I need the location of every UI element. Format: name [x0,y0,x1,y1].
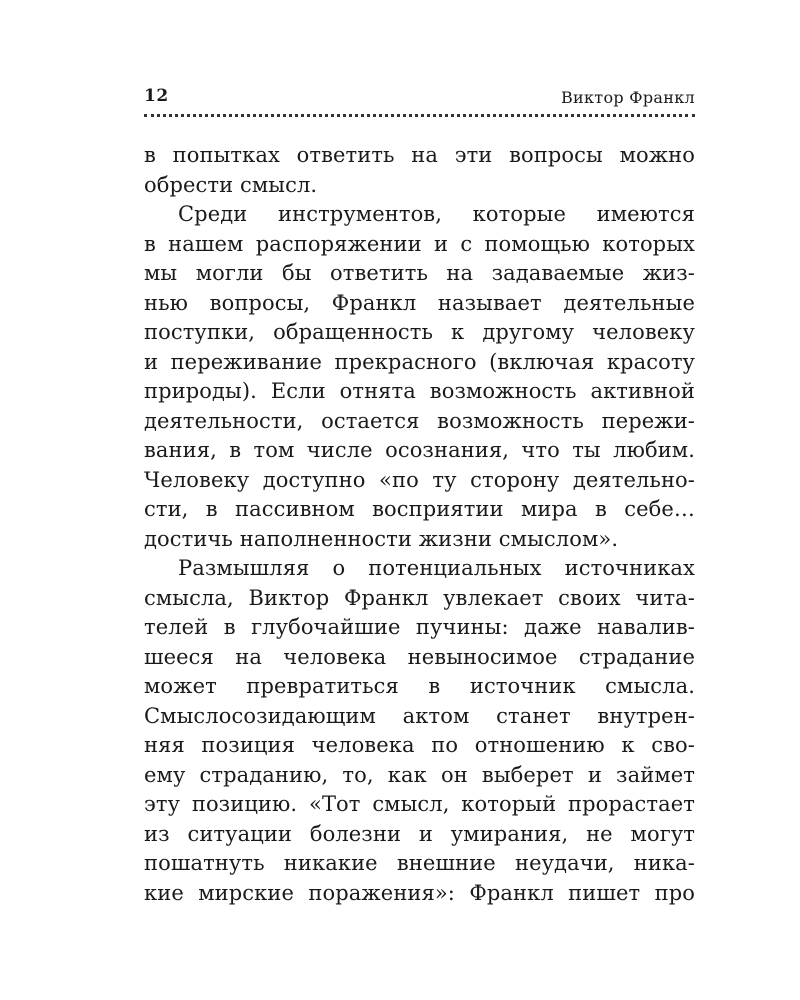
running-head [144,84,695,114]
text-line: Размышляя о потенциальных источниках [178,556,695,580]
text-line: кие мирские поражения»: Франкл пишет про [144,880,695,905]
dotted-divider [144,114,695,117]
text-line: в попытках ответить на эти вопросы можно [144,143,695,167]
book-page [144,84,695,908]
text-line: эту позицию. «Тот смысл, который прорастает [144,792,695,816]
text-line: смысла, Виктор Франкл увлекает своих чита- [144,585,695,610]
text-line: нью вопросы, Франкл называет деятельные [144,290,695,315]
text-line: Среди инструментов, которые имеются [178,202,695,226]
text-line: мы могли бы ответить на задаваемые жиз- [144,261,695,285]
body-text [144,141,695,908]
text-line: деятельности, остается возможность пережи- [144,408,695,433]
text-line: и переживание прекрасного (включая красоту [144,349,695,374]
running-head-author: Виктор Франкл [560,88,695,107]
text-line: телей в глубочайшие пучины: даже навалив- [144,615,695,639]
text-line: сти, в пассивном восприятии мира в себе… [144,497,695,521]
text-line: Человеку доступно «по ту сторону деятельно- [144,467,695,492]
text-line: пошатнуть никакие внешние неудачи, ника- [144,851,695,875]
text-line: ему страданию, то, как он выберет и займет [144,762,695,787]
text-line: из ситуации болезни и умирания, не могут [144,821,695,846]
text-line: поступки, обращенность к другому человеку [144,320,695,344]
text-line: может превратиться в источник смысла. [144,674,695,698]
text-line: Смыслосозидающим актом станет внутрен- [144,703,695,728]
text-line: в нашем распоряжении и с помощью которых [144,231,695,256]
text-line: достичь наполненности жизни смыслом». [144,526,619,551]
text-line: вания, в том числе осознания, что ты любим. [144,438,695,462]
text-line: шееся на человека невыносимое страдание [144,644,695,669]
page-number: 12 [144,86,169,106]
text-line: природы). Если отнята возможность активной [144,379,695,403]
text-line: обрести смысл. [144,172,318,197]
text-line: няя позиция человека по отношению к сво- [144,733,695,757]
